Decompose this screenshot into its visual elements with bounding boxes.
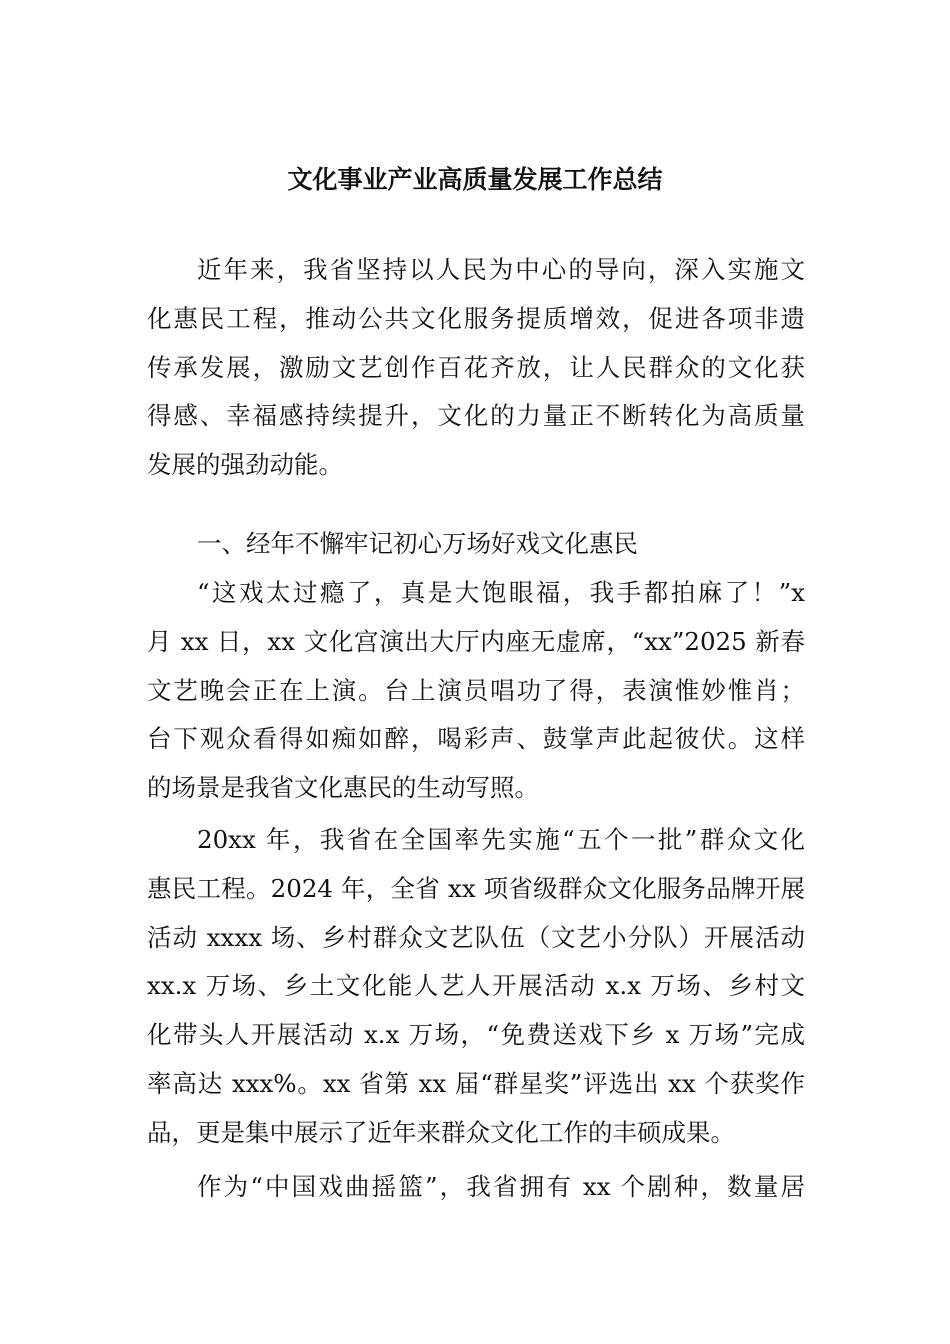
text-line: 作为“中国戏曲摇篮”，我省拥有 xx 个剧种，数量居 xyxy=(197,1172,805,1201)
text-line: 率高达 xxx%。xx 省第 xx 届“群星奖”评选出 xx 个获奖作 xyxy=(147,1068,805,1098)
text-line: 传承发展，激励文艺创作百花齐放，让人民群众的文化获 xyxy=(147,352,805,382)
text-line: 品，更是集中展示了近年来群众文化工作的丰硕成果。 xyxy=(147,1117,735,1147)
text-line: 台下观众看得如痴如醉，喝彩声、鼓掌声此起彼伏。这样 xyxy=(147,724,805,754)
paragraph-statistics xyxy=(147,816,805,1158)
text-line: 得感、幸福感持续提升，文化的力量正不断转化为高质量 xyxy=(147,401,805,431)
text-line: 发展的强劲动能。 xyxy=(147,450,343,480)
text-line: 近年来，我省坚持以人民为中心的导向，深入实施文 xyxy=(197,255,805,284)
paragraph-scene xyxy=(147,569,805,813)
text-line: 化带头人开展活动 x.x 万场，“免费送戏下乡 x 万场”完成 xyxy=(147,1020,805,1050)
text-line: 化惠民工程，推动公共文化服务提质增效，促进各项非遗 xyxy=(147,303,805,333)
text-line: 惠民工程。2024 年，全省 xx 项省级群众文化服务品牌开展 xyxy=(147,873,805,903)
text-line: 月 xx 日，xx 文化宫演出大厅内座无虚席，“xx”2025 新春 xyxy=(147,626,805,656)
text-line: 的场景是我省文化惠民的生动写照。 xyxy=(147,773,539,803)
text-line: 文艺晚会正在上演。台上演员唱功了得，表演惟妙惟肖； xyxy=(147,675,805,705)
section-heading xyxy=(147,520,805,569)
document-title: 文化事业产业高质量发展工作总结 xyxy=(287,165,663,194)
text-line: 活动 xxxx 场、乡村群众文艺队伍（文艺小分队）开展活动 xyxy=(147,922,805,952)
text-line: xx.x 万场、乡土文化能人艺人开展活动 x.x 万场、乡村文 xyxy=(147,971,805,1001)
paragraph-intro xyxy=(147,246,805,490)
text-line: “这戏太过瘾了，真是大饱眼福，我手都拍麻了！”x xyxy=(197,578,805,607)
text-line: 20xx 年，我省在全国率先实施“五个一批”群众文化 xyxy=(197,825,805,854)
paragraph-opera xyxy=(147,1163,805,1212)
text-line: 一、经年不懈牢记初心万场好戏文化惠民 xyxy=(197,529,638,558)
